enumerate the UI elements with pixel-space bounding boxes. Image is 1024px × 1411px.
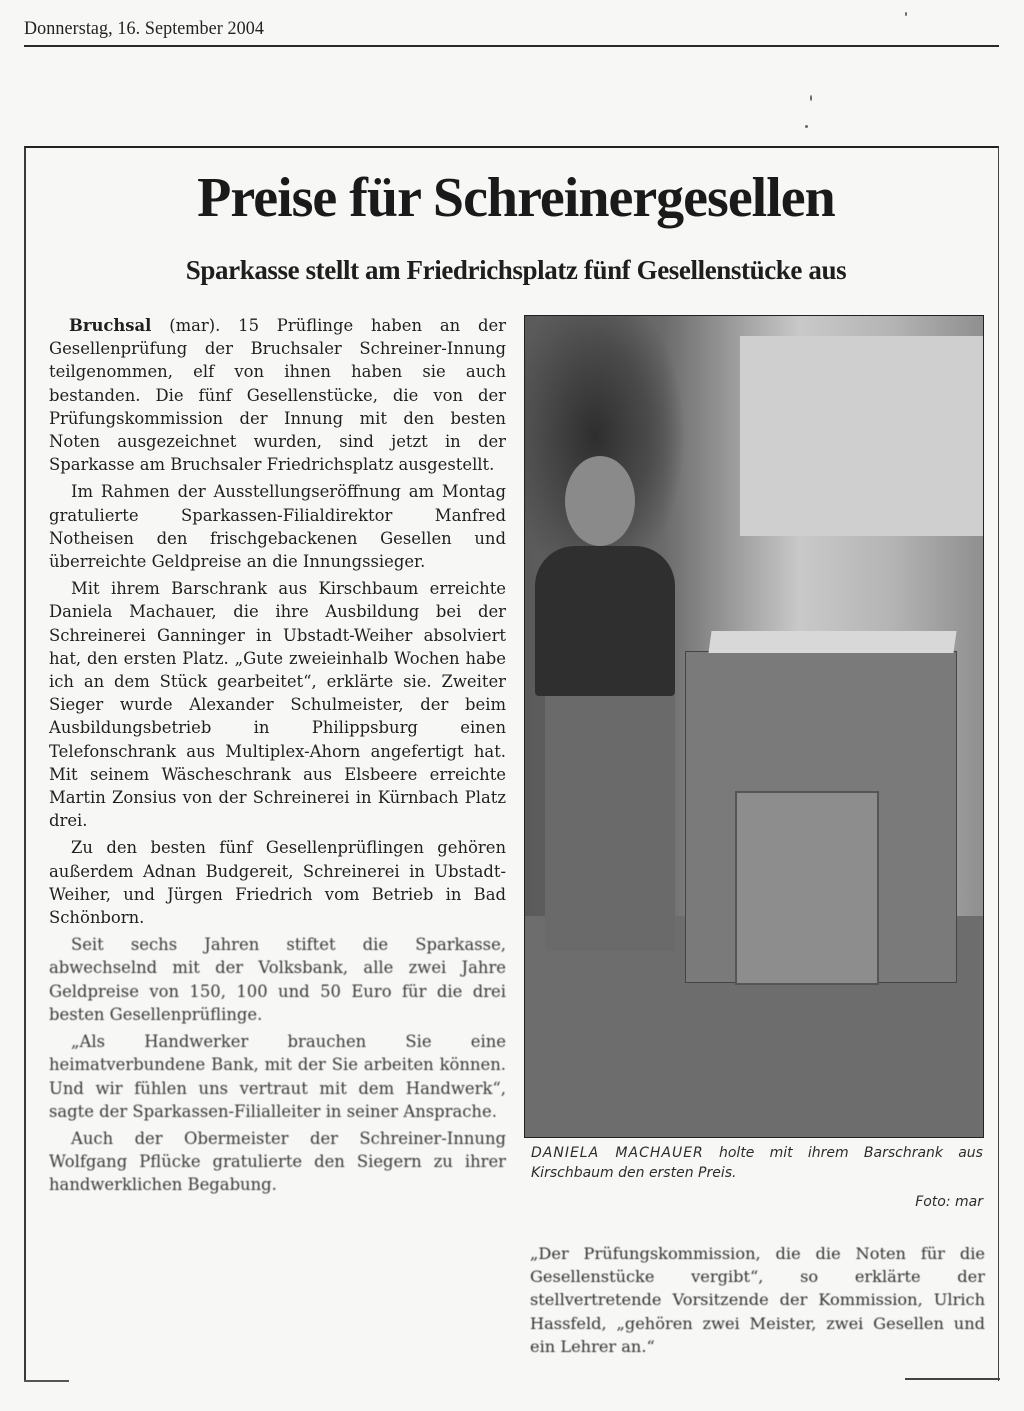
photo-background-wall [740,336,984,536]
scan-speck [905,12,907,16]
photo-person-head [565,456,635,546]
photo-credit: Foto: mar [915,1194,983,1210]
article-paragraph-1 [49,314,506,476]
frame-corner-bottom-left [24,1380,69,1382]
paragraph-text: (mar). 15 Prüflinge haben an der Gesellenprüfung der Bruchsaler Schreiner-Innung teilgenommen, elf von ihnen haben sie auch bestanden. Die fünf Gesellenstücke, die von der Prüfungskommission der Innung mit den besten Noten ausgezeichnet wurden, sind jetzt in der Sparkasse am Bruchsaler Friedrichsplatz ausgestellt. [49,316,506,475]
article-paragraph-6: „Als Handwerker brauchen Sie eine heimatverbundene Bank, mit der Sie arbeiten können. Und wir fühlen uns vertraut mit dem Handwerk“, sagte der Sparkassen-Filialleiter in seiner Ansprache. [49,1032,506,1121]
article-paragraph-7: Auch der Obermeister der Schreiner-Innung Wolfgang Pflücke gratulierte den Siegern zu ihrer handwerklichen Begabung. [49,1128,506,1195]
article-paragraph-4: Zu den besten fünf Gesellenprüflingen gehören außerdem Adnan Budgereit, Schreinerei in Ubstadt-Weiher, und Jürgen Friedrich vom Betrieb in Bad Schönborn. [49,838,506,928]
article-paragraph-right: „Der Prüfungskommission, die die Noten für die Gesellenstücke vergibt“, so erklärte der stellvertretende Vorsitzende der Kommission, Ulrich Hassfeld, „gehören zwei Meister, zwei Gesellen und ein Lehrer an.“ [530,1244,985,1356]
article-photo [524,315,984,1138]
photo-cabinet-top [708,631,956,653]
article-body-left-column [49,314,506,1201]
photo-person-torso [535,546,675,696]
article-headline: Preise für Schreinergesellen [197,167,835,229]
scan-speck [810,95,812,101]
frame-corner-bottom-right [905,1378,1000,1380]
scan-speck [805,125,808,128]
article-subheadline: Sparkasse stellt am Friedrichsplatz fünf Gesellenstücke aus [185,255,847,285]
caption-text: holte mit ihrem Barschrank aus Kirschbaum den ersten Preis. [531,1145,983,1181]
photo-caption [531,1143,983,1183]
article-paragraph-5: Seit sechs Jahren stiftet die Sparkasse, abwechselnd mit der Volksbank, alle zwei Jahre Geldpreise von 150, 100 und 50 Euro für die drei besten Gesellenprüflinge. [49,935,506,1024]
caption-person-name: DANIELA MACHAUER [531,1145,704,1161]
article-body-right-column [530,1242,985,1358]
article-paragraph-2: Im Rahmen der Ausstellungseröffnung am Montag gratulierte Sparkassen-Filialdirektor Manfred Notheisen den frischgebackenen Gesellen und überreichte Geldpreise an die Innungssieger. [49,482,506,572]
header-rule [24,45,999,47]
dateline-place: Bruchsal [69,316,152,335]
article-paragraph-3: Mit ihrem Barschrank aus Kirschbaum erreichte Daniela Machauer, die ihre Ausbildung bei der Schreinerei Ganninger in Ubstadt-Weiher absolviert hat, den ersten Platz. „Gute zweieinhalb Wochen habe ich an dem Stück gearbeitet“, erklärte sie. Zweiter Sieger wurde Alexander Schulmeister, der beim Ausbildungsbetrieb in Philippsburg einen Telefonschrank aus Multiplex-Ahorn angefertigt hat. Mit seinem Wäscheschrank aus Elsbeere erreichte Martin Zonsius von der Schreinerei in Kürnbach Platz drei. [49,579,506,831]
photo-cabinet-inner-unit [735,791,879,985]
issue-date: Donnerstag, 16. September 2004 [24,18,264,39]
photo-person-legs [545,691,675,951]
